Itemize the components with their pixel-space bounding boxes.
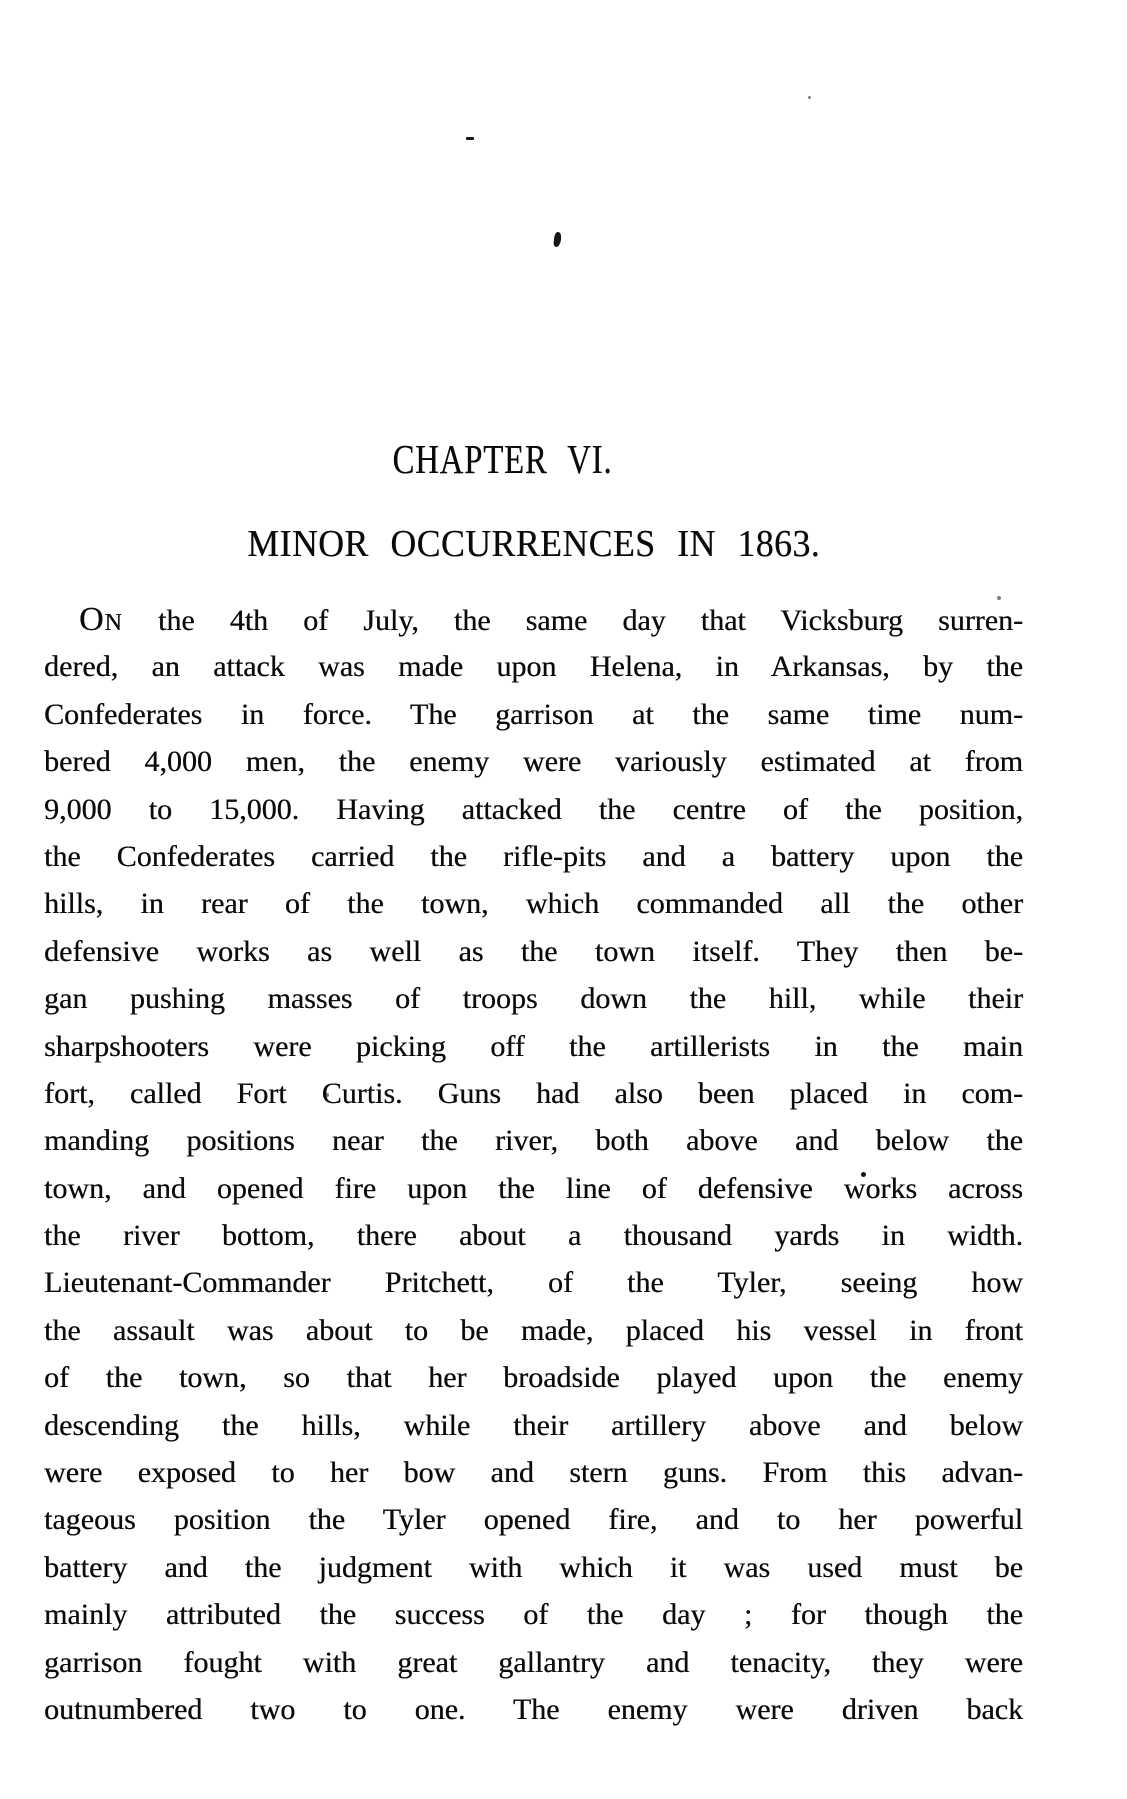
body-line: the river bottom, there about a thousand yards in width. — [44, 1219, 1023, 1253]
body-line: defensive works as well as the town itself. They then be- — [44, 934, 1023, 968]
body-line: dered, an attack was made upon Helena, in Arkansas, by the — [44, 650, 1023, 684]
body-line-text: the 4th of July, the same day that Vicksburg surren- — [157, 604, 1023, 637]
body-line: gan pushing masses of troops down the hill, while their — [44, 982, 1023, 1016]
body-line: fort, called Fort Curtis. Guns had also been placed in com- — [44, 1076, 1023, 1110]
body-line: sharpshooters were picking off the artillerists in the main — [44, 1029, 1023, 1063]
section-subtitle — [44, 524, 1023, 566]
body-line — [44, 596, 1023, 643]
body-line: town, and opened fire upon the line of defensive works across — [44, 1171, 1023, 1205]
body-line: tageous position the Tyler opened fire, and to her powerful — [44, 1503, 1023, 1537]
scan-speck — [808, 96, 811, 99]
body-line: 9,000 to 15,000. Having attacked the centre of the position, — [44, 792, 1023, 826]
body-line: mainly attributed the success of the day ; for though the — [44, 1598, 1023, 1632]
body-line: the Confederates carried the rifle-pits and a battery upon the — [44, 839, 1023, 873]
body-line: outnumbered two to one. The enemy were driven back — [44, 1692, 1023, 1726]
body-line: manding positions near the river, both above and below the — [44, 1124, 1023, 1158]
scan-speck — [466, 137, 474, 140]
body-line: garrison fought with great gallantry and tenacity, they were — [44, 1645, 1023, 1679]
body-line: of the town, so that her broadside played upon the enemy — [44, 1361, 1023, 1395]
lead-word-small-caps: On — [79, 601, 123, 638]
body-line: the assault was about to be made, placed his vessel in front — [44, 1313, 1023, 1347]
body-line: bered 4,000 men, the enemy were variously estimated at from — [44, 745, 1023, 779]
section-subtitle-text: MINOR OCCURRENCES IN 1863. — [247, 523, 820, 565]
body-line: descending the hills, while their artillery above and below — [44, 1408, 1023, 1442]
body-line: were exposed to her bow and stern guns. From this advan- — [44, 1456, 1023, 1490]
body-line: hills, in rear of the town, which commanded all the other — [44, 887, 1023, 921]
body-line: battery and the judgment with which it was used must be — [44, 1550, 1023, 1584]
body-line: Lieutenant-Commander Pritchett, of the Tyler, seeing how — [44, 1266, 1023, 1300]
body-paragraph — [44, 596, 1023, 1733]
body-line: Confederates in force. The garrison at the same time num- — [44, 697, 1023, 731]
scan-speck — [553, 232, 562, 248]
chapter-heading-text: CHAPTER VI. — [392, 436, 613, 482]
chapter-heading — [44, 437, 1023, 482]
